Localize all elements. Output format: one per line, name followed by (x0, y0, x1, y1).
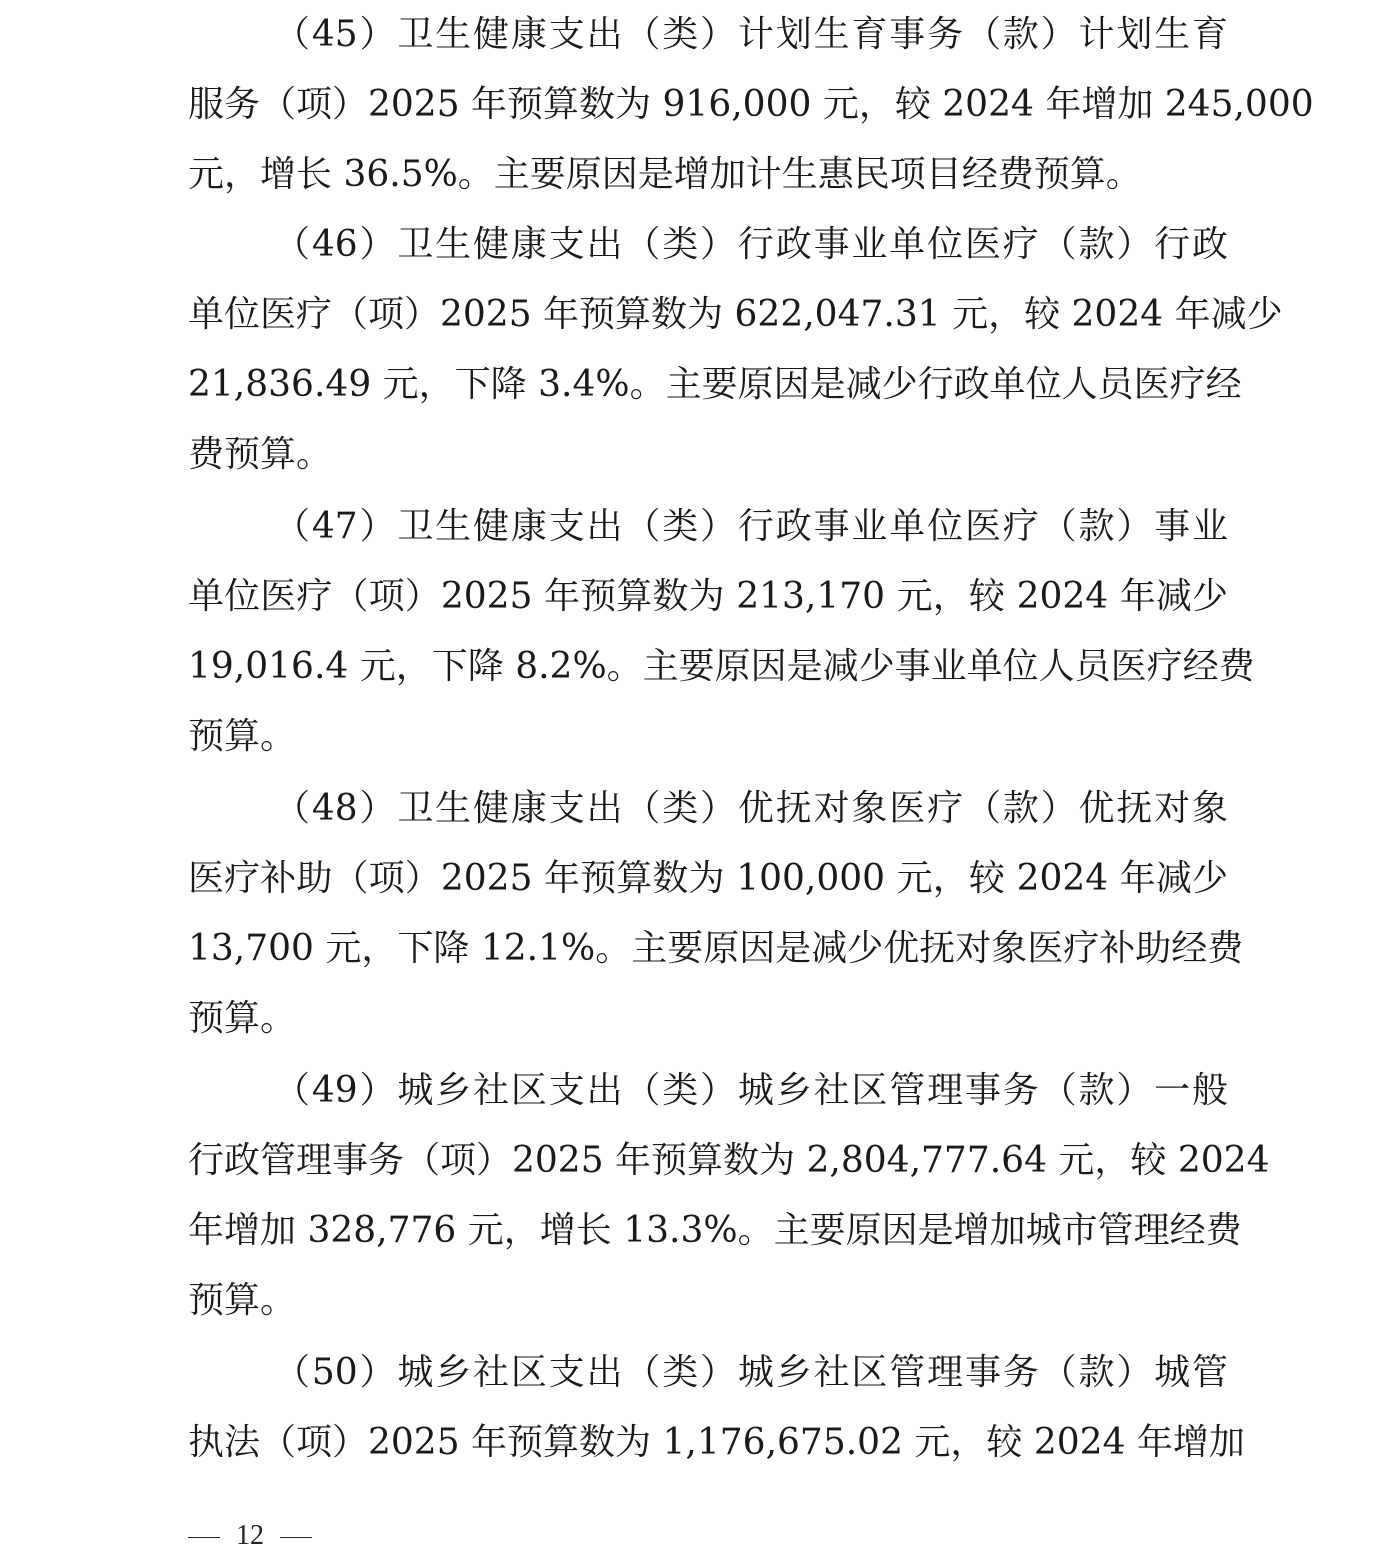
paragraph-46-line-2: 单位医疗（项）2025 年预算数为 622,047.31 元，较 2024 年减少 (188, 294, 1283, 335)
document-page (188, 0, 1314, 1554)
paragraph-49-line-4: 预算。 (188, 1280, 297, 1321)
paragraph-48-line-3: 13,700 元，下降 12.1%。主要原因是减少优抚对象医疗补助经费 (188, 928, 1244, 969)
paragraph-46-line-3: 21,836.49 元，下降 3.4%。主要原因是减少行政单位人员医疗经 (188, 364, 1242, 405)
paragraph-48-line-2: 医疗补助（项）2025 年预算数为 100,000 元，较 2024 年减少 (188, 858, 1228, 899)
page-footer (188, 1518, 312, 1554)
paragraph-48-line-4: 预算。 (188, 998, 297, 1039)
paragraph-46-line-4: 费预算。 (188, 434, 333, 475)
paragraph-47-line-3: 19,016.4 元，下降 8.2%。主要原因是减少事业单位人员医疗经费 (188, 646, 1255, 687)
footer-dash-left (188, 1537, 220, 1538)
paragraph-49-line-3: 年增加 328,776 元，增长 13.3%。主要原因是增加城市管理经费 (188, 1210, 1242, 1251)
paragraph-50-line-1: （50）城乡社区支出（类）城乡社区管理事务（款）城管 (274, 1352, 1228, 1393)
paragraph-49-line-1: （49）城乡社区支出（类）城乡社区管理事务（款）一般 (274, 1070, 1228, 1111)
paragraph-45-line-1: （45）卫生健康支出（类）计划生育事务（款）计划生育 (274, 14, 1228, 55)
page-number: 12 (236, 1520, 264, 1551)
paragraph-45-line-2: 服务（项）2025 年预算数为 916,000 元，较 2024 年增加 245,000 (188, 84, 1314, 125)
paragraph-49-line-2: 行政管理事务（项）2025 年预算数为 2,804,777.64 元，较 2024 (188, 1140, 1270, 1181)
paragraph-47-line-1: （47）卫生健康支出（类）行政事业单位医疗（款）事业 (274, 506, 1228, 547)
paragraph-45-line-3: 元，增长 36.5%。主要原因是增加计生惠民项目经费预算。 (188, 154, 1142, 195)
paragraph-50-line-2: 执法（项）2025 年预算数为 1,176,675.02 元，较 2024 年增加 (188, 1422, 1245, 1463)
footer-dash-right (280, 1537, 312, 1538)
paragraph-48-line-1: （48）卫生健康支出（类）优抚对象医疗（款）优抚对象 (274, 788, 1228, 829)
paragraph-46-line-1: （46）卫生健康支出（类）行政事业单位医疗（款）行政 (274, 224, 1228, 265)
paragraph-47-line-2: 单位医疗（项）2025 年预算数为 213,170 元，较 2024 年减少 (188, 576, 1228, 617)
paragraph-47-line-4: 预算。 (188, 716, 297, 757)
